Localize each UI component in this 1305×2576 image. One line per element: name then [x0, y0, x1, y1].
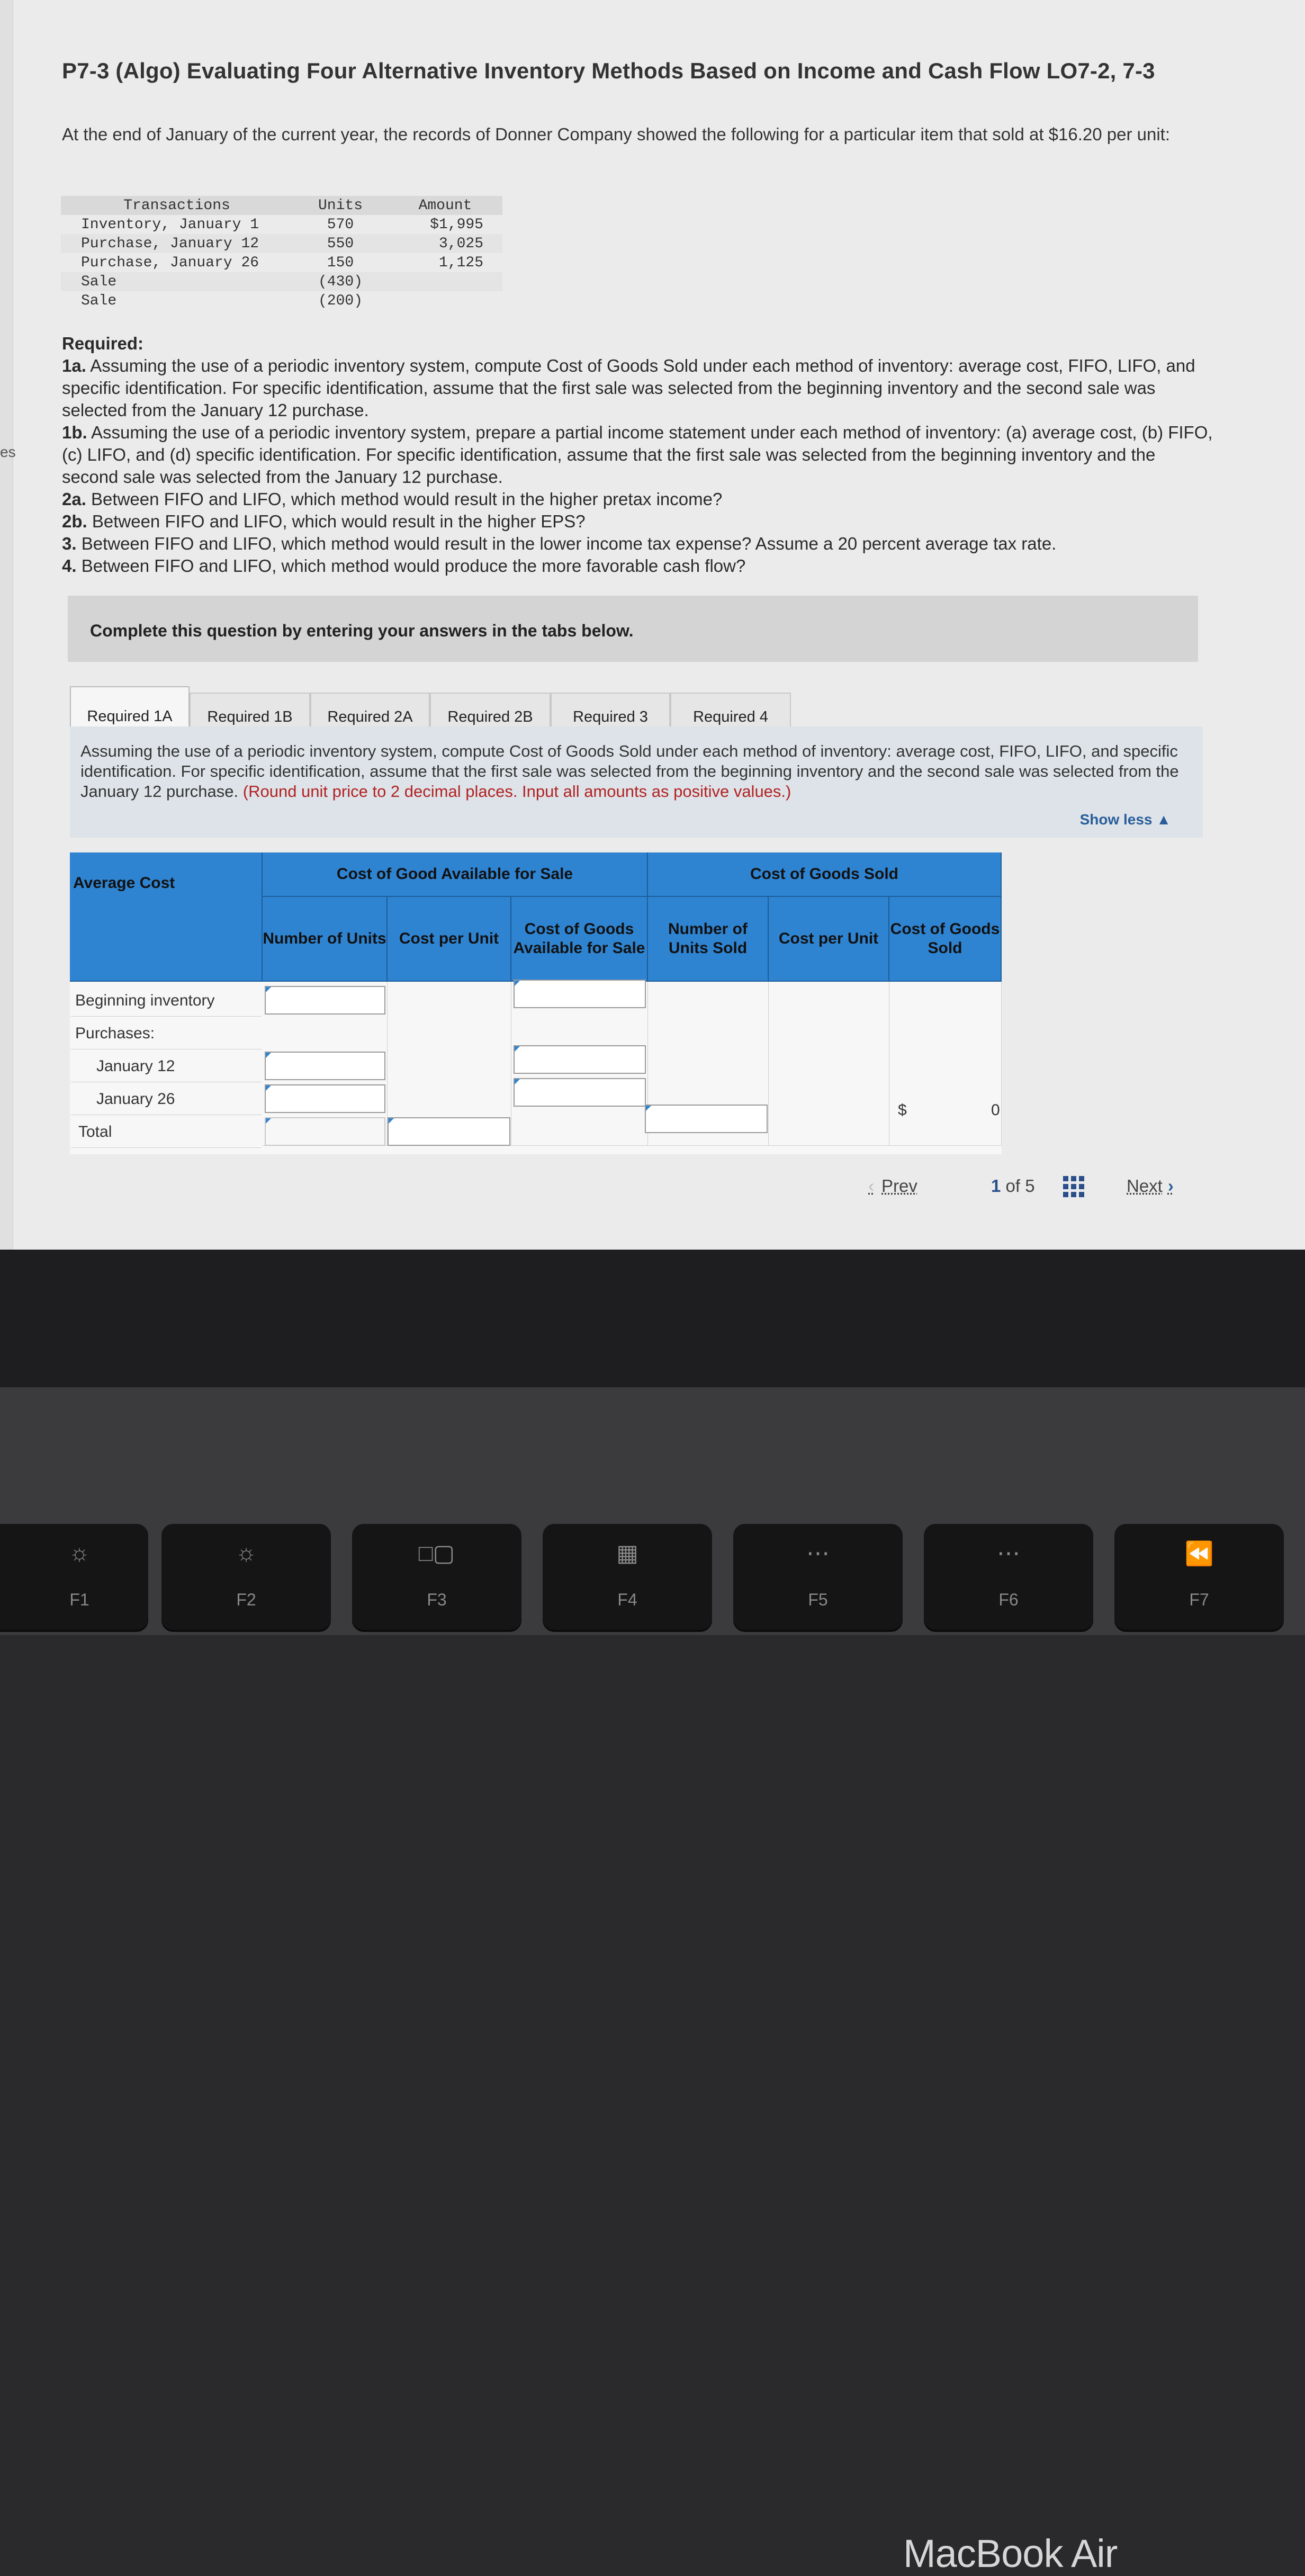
- row-january-12: January 12: [71, 1051, 262, 1082]
- requirement-item: [62, 488, 1216, 510]
- transaction-units: 150: [327, 254, 354, 271]
- beginning-cost-available-input[interactable]: [514, 980, 646, 1008]
- f2-key[interactable]: [161, 1524, 331, 1630]
- required-heading: Required:: [62, 334, 144, 353]
- cogs-total-value: 0: [991, 1101, 1000, 1119]
- method-label: Average Cost: [70, 852, 263, 982]
- beginning-units-input[interactable]: [265, 986, 385, 1015]
- instruction-text: Assuming the use of a periodic inventory system, compute Cost of Goods Sold under each method of inventory: average cost, FIFO, LIFO, and specific identification. For specific identification, assume that the first sale was selected from the beginning inventory and the second sale was selected from the January 12 purchase.: [80, 742, 1179, 801]
- requirement-text: Between FIFO and LIFO, which method would result in the lower income tax expense? Assume a 20 percent average tax rate.: [81, 534, 1057, 553]
- requirement-item: [62, 355, 1216, 421]
- transaction-units: 550: [293, 234, 388, 253]
- keyboard-light-up-icon: ⋯: [997, 1540, 1020, 1566]
- key-label: F6: [998, 1590, 1019, 1609]
- cost-available-group-header: Cost of Good Available for Sale: [263, 852, 648, 897]
- f6-key[interactable]: [924, 1524, 1093, 1630]
- transaction-units: 570: [327, 216, 354, 233]
- row-beginning-inventory: Beginning inventory: [71, 985, 262, 1017]
- table-row: [61, 253, 502, 272]
- transactions-header-row: [61, 196, 502, 215]
- key-label: F2: [236, 1590, 256, 1609]
- tab-required-1b[interactable]: Required 1B: [190, 693, 310, 740]
- col-number-of-units: Number of Units: [263, 897, 388, 982]
- chevron-right-icon: ›: [1167, 1176, 1174, 1196]
- transaction-amount: [388, 272, 502, 291]
- tab-required-4[interactable]: Required 4: [670, 693, 791, 740]
- sidebar-edge-text: es: [0, 444, 16, 460]
- col-cost-per-unit: Cost per Unit: [388, 897, 511, 982]
- table-row: [61, 234, 502, 253]
- tab-instruction: [80, 741, 1192, 802]
- total-units-cell: [265, 1117, 385, 1146]
- table-row: [61, 291, 502, 310]
- transaction-amount: 1,125: [438, 254, 483, 271]
- key-label: F4: [617, 1590, 637, 1609]
- prev-button[interactable]: [868, 1176, 917, 1196]
- question-pager: [868, 1173, 1207, 1205]
- tab-required-3[interactable]: Required 3: [551, 693, 670, 740]
- requirement-text: Between FIFO and LIFO, which method would produce the more favorable cash flow?: [81, 556, 746, 576]
- col-sold-cost-per-unit: Cost per Unit: [769, 897, 889, 982]
- cost-sold-group-header: Cost of Goods Sold: [648, 852, 1002, 897]
- key-label: F7: [1189, 1590, 1209, 1609]
- f1-key[interactable]: [0, 1524, 148, 1630]
- transaction-amount: $1,995: [430, 216, 483, 233]
- requirement-number: 1b.: [62, 423, 87, 442]
- transaction-name: Sale: [61, 272, 293, 291]
- f4-key[interactable]: [543, 1524, 712, 1630]
- jan26-units-input[interactable]: [265, 1084, 385, 1113]
- requirement-item: [62, 533, 1216, 555]
- tab-instruction-panel: [70, 726, 1203, 838]
- problem-intro: At the end of January of the current year, the records of Donner Company showed the following for a particular item that sold at $16.20 per unit:: [62, 124, 1171, 144]
- prev-label: Prev: [881, 1176, 917, 1196]
- rewind-icon: ⏪: [1184, 1541, 1214, 1567]
- laptop-brand-label: MacBook Air: [903, 2532, 1118, 2575]
- key-label: F3: [427, 1590, 447, 1609]
- left-sidebar-edge: [0, 0, 16, 1250]
- tab-required-2b[interactable]: Required 2B: [430, 693, 551, 740]
- brightness-up-icon: ☼: [235, 1540, 257, 1566]
- requirement-number: 2b.: [62, 511, 87, 531]
- transaction-amount: [388, 291, 502, 310]
- jan26-cost-available-input[interactable]: [514, 1078, 646, 1107]
- table-row: [61, 215, 502, 234]
- tab-required-1a[interactable]: Required 1A: [70, 686, 190, 746]
- row-total: Total: [71, 1116, 262, 1148]
- requirement-item: [62, 555, 1216, 577]
- table-row: [61, 272, 502, 291]
- key-label: F1: [69, 1590, 89, 1609]
- f7-key[interactable]: [1114, 1524, 1284, 1630]
- col-units-sold: Number of Units Sold: [648, 897, 769, 982]
- requirements-list: [62, 333, 1216, 577]
- transactions-header: Transactions: [61, 196, 293, 215]
- transactions-table: [61, 196, 502, 310]
- units-sold-input[interactable]: [645, 1105, 768, 1133]
- grid-icon[interactable]: [1062, 1175, 1085, 1198]
- col-cost-of-goods-sold: Cost of Goods Sold: [889, 897, 1002, 982]
- row-january-26: January 26: [71, 1083, 262, 1115]
- grid-column: [889, 982, 1002, 1146]
- complete-prompt: Complete this question by entering your answers in the tabs below.: [90, 621, 634, 640]
- show-less-link[interactable]: Show less ▲: [1079, 811, 1171, 828]
- browser-screen: [0, 0, 1305, 1250]
- amount-header: Amount: [388, 196, 502, 215]
- transaction-units: (430): [293, 272, 388, 291]
- page-of-label: of 5: [1005, 1176, 1035, 1196]
- units-header: Units: [293, 196, 388, 215]
- jan12-cost-available-input[interactable]: [514, 1045, 646, 1074]
- currency-symbol: $: [898, 1101, 907, 1119]
- tab-required-2a[interactable]: Required 2A: [310, 693, 430, 740]
- key-label: F5: [808, 1590, 828, 1609]
- transaction-units: (200): [318, 292, 363, 309]
- requirement-text: Assuming the use of a periodic inventory system, prepare a partial income statement under each method of inventory: (a) average cost, (b) FIFO, (c) LIFO, and (d) specific identification. For specific identification, assume that the first sale was selected from the beginning inventory and the second sale was selected from the January 12 purchase.: [62, 423, 1213, 487]
- transaction-name: Inventory, January 1: [81, 216, 259, 233]
- instruction-note: (Round unit price to 2 decimal places. Input all amounts as positive values.): [242, 782, 791, 801]
- f5-key[interactable]: [733, 1524, 903, 1630]
- transaction-amount: 3,025: [388, 234, 502, 253]
- row-purchases: Purchases:: [71, 1018, 262, 1049]
- chevron-left-icon: ‹: [868, 1176, 874, 1196]
- requirement-text: Assuming the use of a periodic inventory system, compute Cost of Goods Sold under each method of inventory: average cost, FIFO, LIFO, and specific identification. For specific identification, assume that the first sale was selected from the beginning inventory and the second sale was selected from the January 12 purchase.: [62, 356, 1195, 420]
- transaction-name: Sale: [81, 292, 117, 309]
- cogs-worksheet: [70, 852, 1002, 1154]
- transaction-name: Purchase, January 12: [61, 234, 293, 253]
- f3-key[interactable]: [352, 1524, 521, 1630]
- page-indicator: [991, 1176, 1035, 1196]
- instructions-banner: [68, 596, 1198, 662]
- current-page: 1: [991, 1176, 1001, 1196]
- grid-column: [769, 982, 889, 1146]
- launchpad-icon: ▦: [616, 1540, 638, 1566]
- brightness-down-icon: ☼: [68, 1540, 91, 1566]
- requirement-number: 2a.: [62, 489, 86, 509]
- requirement-item: [62, 421, 1216, 488]
- problem-title: P7-3 (Algo) Evaluating Four Alternative Inventory Methods Based on Income and Cash Flow LO7-2, 7-3: [62, 58, 1155, 83]
- requirement-text: Between FIFO and LIFO, which would result in the higher EPS?: [92, 511, 586, 531]
- next-button[interactable]: [1127, 1176, 1174, 1196]
- requirement-number: 3.: [62, 534, 77, 553]
- requirement-number: 1a.: [62, 356, 86, 375]
- jan12-units-input[interactable]: [265, 1052, 385, 1080]
- transaction-name: Purchase, January 26: [81, 254, 259, 271]
- requirement-item: [62, 510, 1216, 533]
- total-cost-per-unit-input[interactable]: [388, 1117, 510, 1146]
- requirement-number: 4.: [62, 556, 77, 576]
- requirement-text: Between FIFO and LIFO, which method would result in the higher pretax income?: [91, 489, 723, 509]
- next-label: Next: [1127, 1176, 1163, 1196]
- col-cost-available: Cost of Goods Available for Sale: [511, 897, 648, 982]
- keyboard-light-down-icon: ⋯: [806, 1540, 830, 1566]
- mission-control-icon: □▢: [418, 1540, 455, 1566]
- laptop-keyboard: [0, 1387, 1305, 1635]
